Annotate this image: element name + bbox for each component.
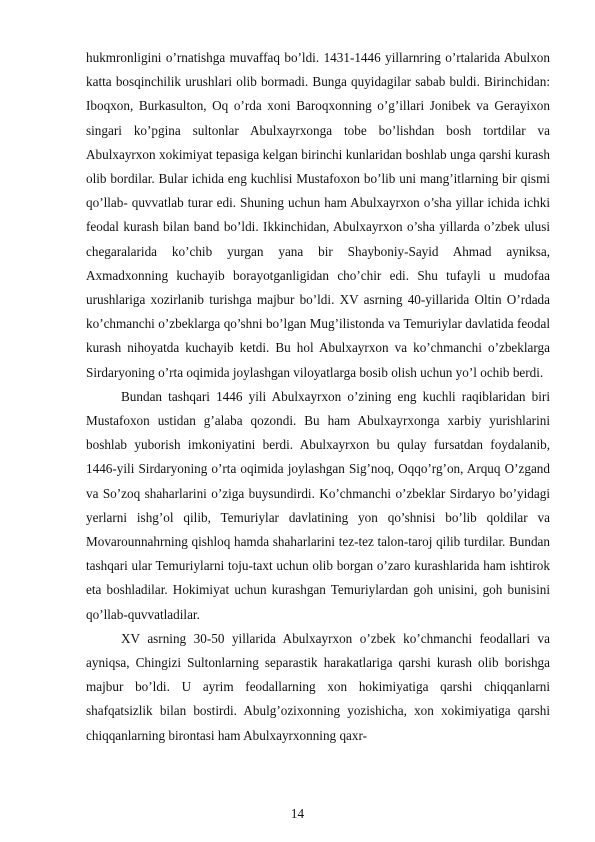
page-number: 14 xyxy=(290,806,305,821)
document-body xyxy=(86,46,550,748)
paragraph-1: hukmronligini o’rnatishga muvaffaq bo’ldi. 1431-1446 yillarnring o’rtalarida Abulxon katta bosqinchilik urushlari olib bormadi. Bunga quyidagilar sabab buldi. Birinchidan: Iboqxon, Burkasulton, Oq o’rda xoni Baroqxonning o’g’illari Jonibek va Gerayixon singari ko’pgina sultonlar Abulxayrxonga tobe bo’lishdan bosh tortdilar va Abulxayrxon xokimiyat tepasiga kelgan birinchi kunlaridan boshlab unga qarshi kurash olib bordilar. Bular ichida eng kuchlisi Mustafoxon bo’lib uni mang’itlarning bir qismi qo’llab- quvvatlab turar edi. Shuning uchun ham Abulxayrxon o’sha yillar ichida ichki feodal kurash bilan band bo’ldi. Ikkinchidan, Abulxayrxon o’sha yillarda o’zbek ulusi chegaralarida ko’chib yurgan yana bir Shayboniy-Sayid Ahmad ayniksa, Axmadxonning kuchayib borayotganligidan cho’chir edi. Shu tufayli u mudofaa urushlariga xozirlanib turishga majbur bo’ldi. XV asrning 40-yillarida Oltin O’rdada ko’chmanchi o’zbeklarga qo’shni bo’lgan Mug’ilistonda va Temuriylar davlatida feodal kurash nihoyatda kuchayib ketdi. Bu hol Abulxayrxon va ko’chmanchi o’zbeklarga Sirdaryoning o’rta oqimida joylashgan viloyatlarga bosib olish uchun yo’l ochib berdi. xyxy=(86,50,550,380)
paragraph-2: Bundan tashqari 1446 yili Abulxayrxon o’zining eng kuchli raqiblaridan biri Mustafoxon ustidan g’alaba qozondi. Bu ham Abulxayrxonga xarbiy yurishlarini boshlab yuborish imkoniyatini berdi. Abulxayrxon bu qulay fursatdan foydalanib, 1446-yili Sirdaryoning o’rta oqimida joylashgan Sig’noq, Oqqo’rg’on, Arquq O’zgand va So’zoq shaharlarini o’ziga buysundirdi. Ko’chmanchi o’zbeklar Sirdaryo bo’yidagi yerlarni ishg’ol qilib, Temuriylar davlatining yon qo’shnisi bo’lib qoldilar va Movarounnahrning qishloq hamda shaharlarini tez-tez talon-taroj qilib turdilar. Bundan tashqari ular Temuriylarni toju-taxt uchun olib borgan o’zaro kurashlarida ham ishtirok eta boshladilar. Hokimiyat uchun kurashgan Temuriylardan goh unisini, goh bunisini qo’llab-quvvatladilar. xyxy=(86,388,550,622)
paragraph-3: XV asrning 30-50 yillarida Abulxayrxon o’zbek ko’chmanchi feodallari va ayniqsa, Chingizi Sultonlarning separastik harakatlariga qarshi kurash olib borishga majbur bo’ldi. U ayrim feodallarning xon hokimiyatiga qarshi chiqqanlarni shafqatsizlik bilan bostirdi. Abulg’ozixonning yozishicha, xon xokimiyatiga qarshi chiqqanlarning birontasi ham Abulxayrxonning qaxr- xyxy=(86,630,550,743)
